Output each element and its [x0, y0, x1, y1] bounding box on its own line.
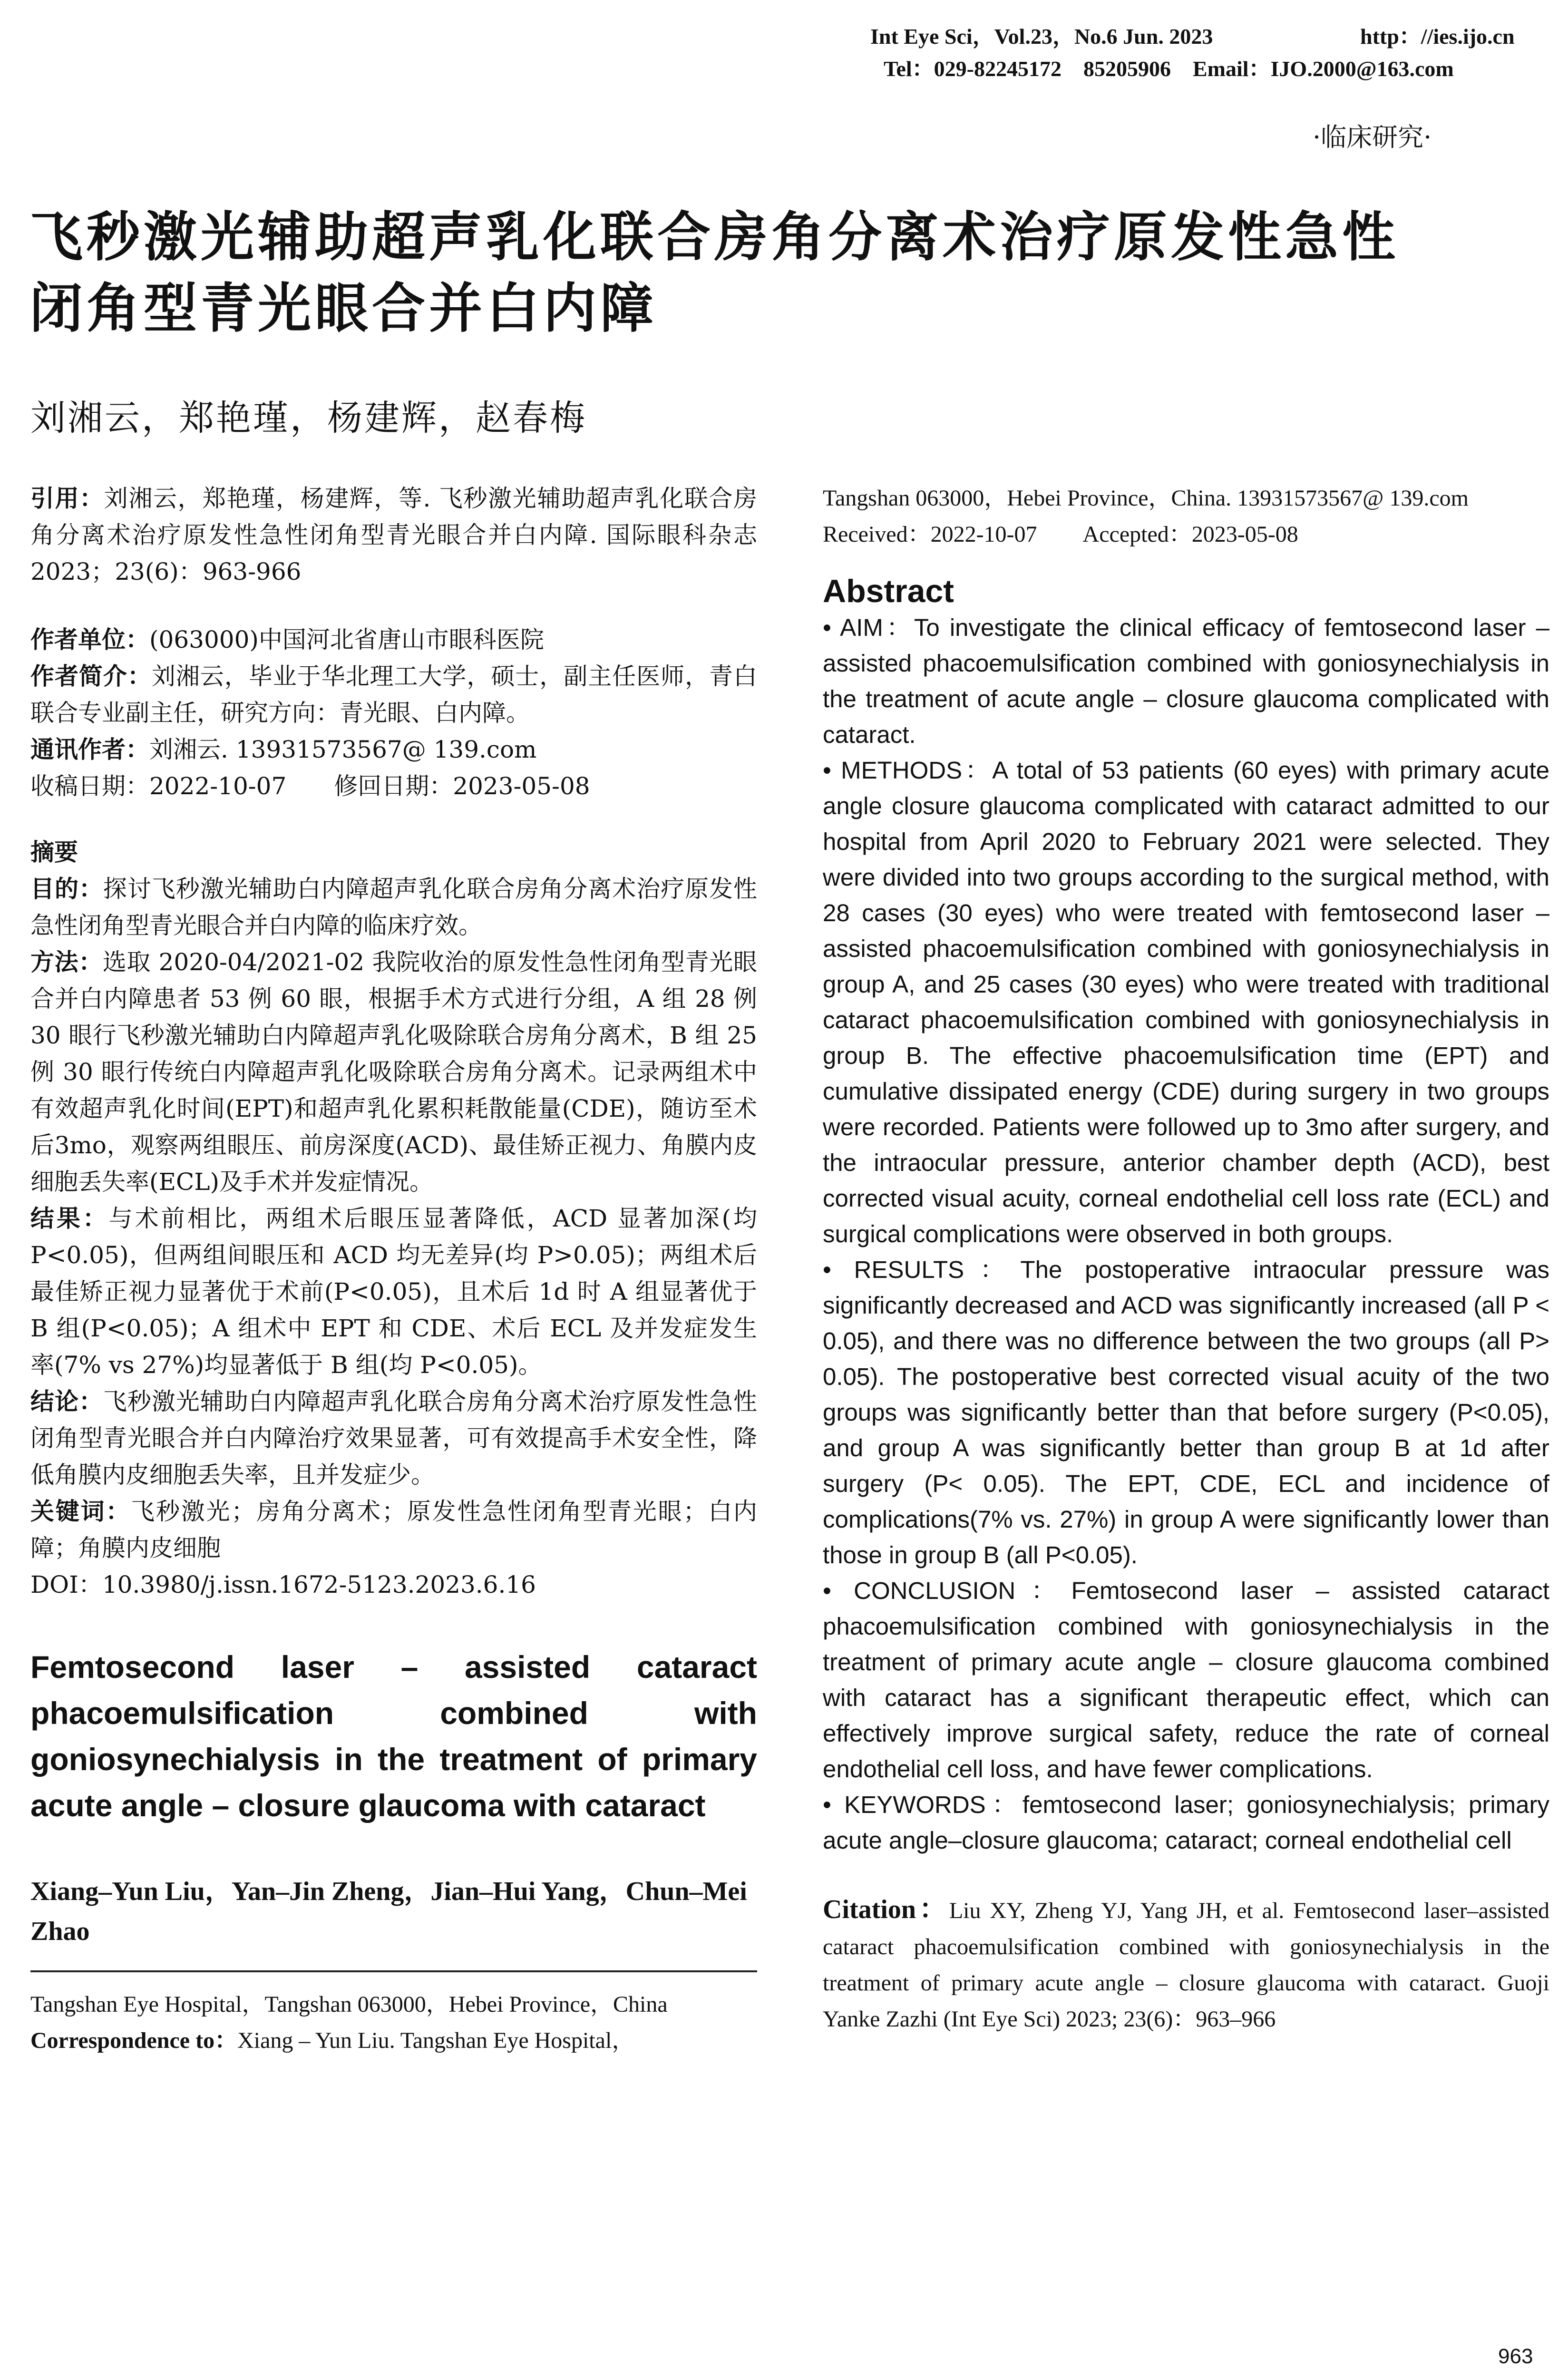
page-number: 963 — [1498, 2345, 1533, 2368]
results-en-label: • RESULTS： — [823, 1256, 1021, 1283]
aim-label: 目的： — [30, 875, 103, 903]
methods-label: 方法： — [30, 948, 103, 976]
section-tag: ·临床研究· — [1313, 122, 1432, 152]
aim-en-text: To investigate the clinical efficacy of femtosecond laser – assisted phacoemulsification combined with goniosynechialysis in the treatment of acute angle – closure glaucoma complicated with cataract. — [823, 614, 1550, 748]
keywords-cn — [30, 1493, 757, 1567]
conclusion-text: 飞秒激光辅助白内障超声乳化联合房角分离术治疗原发性急性闭角型青光眼合并白内障治疗效果显著，可有效提高手术安全性，降低角膜内皮细胞丢失率，且并发症少。 — [30, 1388, 758, 1489]
abstract-heading: Abstract — [823, 573, 954, 609]
authors-cn: 刘湘云，郑艳瑾，杨建辉，赵春梅 — [30, 398, 587, 438]
conclusion-en-label: • CONCLUSION： — [823, 1577, 1071, 1604]
results-text: 与术前相比，两组术后眼压显著降低，ACD 显著加深(均 P<0.05)，但两组间眼压和 ACD 均无差异(均 P>0.05)；两组术后最佳矫正视力显著优于术前(P<0.05)，且术后 1d 时 A 组显著优于 B 组(P<0.05)；A 组术中 EPT 和 CDE、术后 ECL 及并发症发生率(7% vs 27%)均显著低于 B 组(均 P<0.05)。 — [30, 1205, 758, 1379]
citation-en — [823, 1891, 1549, 2037]
english-correspondence-label: Correspondence to： — [30, 2028, 238, 2053]
corresponding-label: 通讯作者： — [30, 736, 149, 763]
running-header-journal: Int Eye Sci，Vol.23，No.6 Jun. 2023 — [870, 24, 1213, 49]
abstract-heading-text: 摘要 — [30, 838, 78, 866]
right-column — [823, 480, 1549, 2037]
received-accepted-dates: Received：2022-10-07 Accepted：2023-05-08 — [823, 522, 1298, 547]
title-line-2: 闭角型青光眼合并白内障 — [29, 278, 657, 340]
aim-text: 探讨飞秒激光辅助白内障超声乳化联合房角分离术治疗原发性急性闭角型青光眼合并白内障的临床疗效。 — [30, 875, 758, 939]
affiliation-label: 作者单位： — [30, 626, 149, 653]
abstract-heading-cn — [30, 834, 757, 871]
citation-en-label: Citation： — [823, 1895, 949, 1924]
methods-cn — [30, 944, 757, 1200]
conclusion-en-text: Femtosecond laser – assisted cataract phacoemulsification combined with goniosynechialysis in the treatment of primary acute angle – closure glaucoma combined with cataract has a significant therapeutic effect, which can effectively improve surgical safety, reduce the rate of corneal endothelial cell loss, and have fewer complications. — [823, 1577, 1549, 1783]
author-bio-text: 刘湘云，毕业于华北理工大学，硕士，副主任医师，青白联合专业副主任，研究方向：青光眼、白内障。 — [30, 662, 757, 727]
keywords-text: 飞秒激光；房角分离术；原发性急性闭角型青光眼；白内障；角膜内皮细胞 — [30, 1498, 758, 1562]
left-column — [30, 480, 757, 2059]
citation-text: 刘湘云，郑艳瑾，杨建辉，等. 飞秒激光辅助超声乳化联合房角分离术治疗原发性急性闭角型青光眼合并白内障. 国际眼科杂志 2023；23(6)：963-966 — [30, 485, 757, 585]
conclusion-label: 结论： — [30, 1388, 103, 1415]
running-header-contact: Tel：029-82245172 85205906 Email：IJO.2000@163.com — [884, 57, 1454, 81]
conclusion-en — [823, 1573, 1549, 1787]
keywords-en — [823, 1787, 1549, 1858]
citation-en-text: Liu XY, Zheng YJ, Yang JH, et al. Femtosecond laser–assisted cataract phacoemulsification combined with goniosynechialysis in the treatment of primary acute angle – closure glaucoma with cataract. Guoji Yanke Zazhi (Int Eye Sci) 2023; 23(6)：963–966 — [823, 1898, 1549, 2032]
correspondence-continued: Tangshan 063000，Hebei Province，China. 13931573567@ 139.com — [823, 486, 1469, 511]
english-authors: Xiang–Yun Liu，Yan–Jin Zheng，Jian–Hui Yang，Chun–Mei Zhao — [30, 1877, 747, 1946]
page-title-cn — [29, 202, 1551, 344]
aim-en-label: • AIM： — [823, 614, 914, 641]
english-title: Femtosecond laser – assisted cataract phacoemulsification combined with goniosynechialysis in the treatment of primary acute angle – closure glaucoma with cataract — [30, 1649, 757, 1823]
aim-en — [823, 610, 1549, 752]
title-line-1: 飞秒激光辅助超声乳化联合房角分离术治疗原发性急性 — [29, 206, 1399, 268]
conclusion-cn — [30, 1383, 757, 1493]
keywords-en-text: femtosecond laser; goniosynechialysis; primary acute angle–closure glaucoma; cataract; corneal endothelial cell — [823, 1791, 1550, 1854]
doi: DOI：10.3980/j.issn.1672-5123.2023.6.16 — [30, 1571, 536, 1598]
methods-en-label: • METHODS： — [823, 757, 993, 784]
english-affiliation: Tangshan Eye Hospital，Tangshan 063000，Hebei Province，China — [30, 1992, 668, 2017]
author-bio-cn — [30, 658, 757, 731]
author-bio-label: 作者简介： — [30, 662, 152, 690]
citation-cn — [30, 480, 757, 590]
methods-text: 选取 2020-04/2021-02 我院收治的原发性急性闭角型青光眼合并白内障患者 53 例 60 眼，根据手术方式进行分组，A 组 28 例 30 眼行飞秒激光辅助白内障超声乳化吸除联合房角分离术，B 组 25 例 30 眼行传统白内障超声乳化吸除联合房角分离术。记录两组术中有效超声乳化时间(EPT)和超声乳化累积耗散能量(CDE)，随访至术后3mo，观察两组眼压、前房深度(ACD)、最佳矫正视力、角膜内皮细胞丢失率(ECL)及手术并发症情况。 — [30, 948, 757, 1196]
english-correspondence — [30, 2023, 757, 2059]
running-header-url: http：//ies.ijo.cn — [1360, 24, 1515, 49]
results-label: 结果： — [30, 1205, 109, 1232]
affiliation-text: (063000)中国河北省唐山市眼科医院 — [149, 626, 544, 653]
results-cn — [30, 1200, 757, 1383]
citation-label: 引用： — [30, 485, 104, 512]
methods-en — [823, 752, 1549, 1252]
dates-cn: 收稿日期：2022-10-07 修回日期：2023-05-08 — [30, 772, 590, 800]
english-correspondence-text: Xiang – Yun Liu. Tangshan Eye Hospital， — [237, 2028, 635, 2053]
results-en — [823, 1252, 1549, 1573]
corresponding-author-cn — [30, 731, 757, 768]
results-en-text: The postoperative intraocular pressure was significantly decreased and ACD was significantly increased (all P < 0.05), and there was no difference between the two groups (all P> 0.05). The postoperative best corrected visual acuity of the two groups was significantly better than that before surgery (P<0.05), and group A was significantly better than group B at 1d after surgery (P< 0.05). The EPT, CDE, ECL and incidence of complications(7% vs. 27%) in group A were significantly lower than those in group B (all P<0.05). — [823, 1256, 1550, 1568]
aim-cn — [30, 871, 757, 944]
methods-en-text: A total of 53 patients (60 eyes) with primary acute angle closure glaucoma complicated with cataract admitted to our hospital from April 2020 to February 2021 were selected. They were divided into two groups according to the surgical method, with 28 cases (30 eyes) who were treated with femtosecond laser – assisted phacoemulsification combined with goniosynechialysis in group A, and 25 cases (30 eyes) who were treated with traditional cataract phacoemulsification combined with goniosynechialysis in group B. The effective phacoemulsification time (EPT) and cumulative dissipated energy (CDE) during surgery in two groups were recorded. Patients were followed up to 3mo after surgery, and the intraocular pressure, anterior chamber depth (ACD), best corrected visual acuity, corneal endothelial cell loss rate (ECL) and surgical complications were observed in both groups. — [823, 757, 1549, 1247]
affiliation-cn — [30, 622, 757, 658]
keywords-label: 关键词： — [30, 1498, 131, 1525]
keywords-en-label: • KEYWORDS： — [823, 1791, 1023, 1818]
corresponding-text: 刘湘云. 13931573567@ 139.com — [149, 736, 537, 763]
